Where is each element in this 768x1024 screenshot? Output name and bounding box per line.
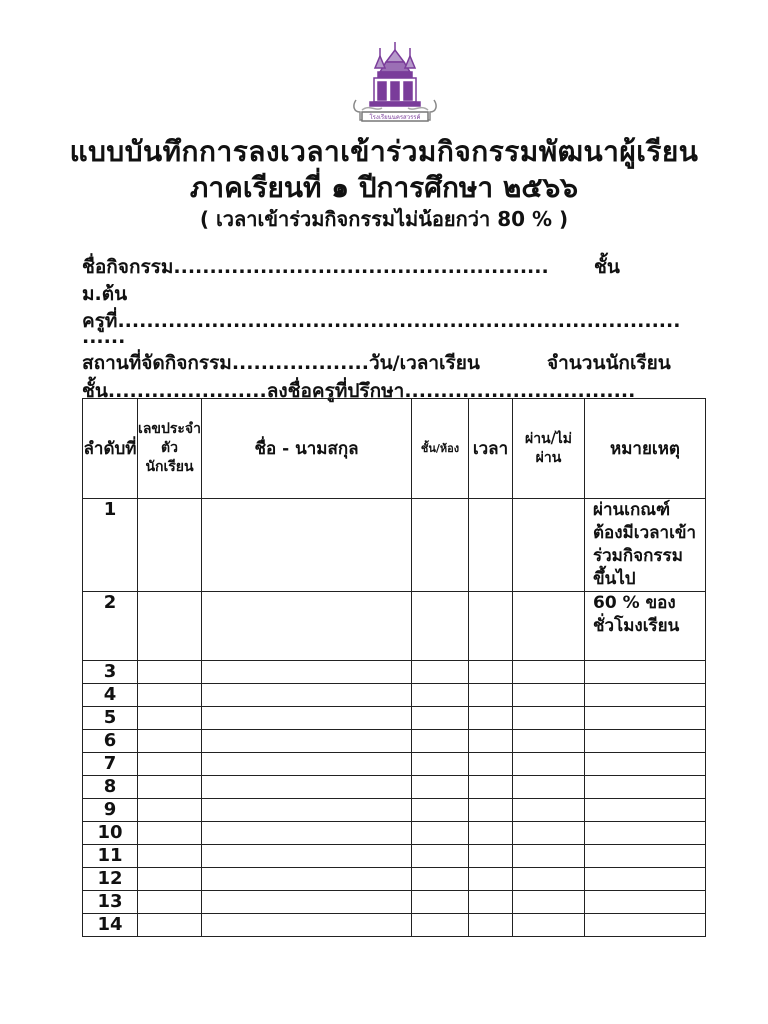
pass-fail-cell[interactable] xyxy=(513,914,585,937)
student-id-cell[interactable] xyxy=(138,845,202,868)
subtitle-suffix: ) xyxy=(559,207,569,231)
pass-fail-cell[interactable] xyxy=(513,661,585,684)
location-field xyxy=(82,348,480,378)
class-room-cell[interactable] xyxy=(412,730,469,753)
student-id-cell[interactable] xyxy=(138,776,202,799)
location-blank: ................... xyxy=(231,352,369,374)
row-number: 1 xyxy=(83,499,138,592)
row-number: 5 xyxy=(83,707,138,730)
table-row xyxy=(83,753,706,776)
remarks-cell: 60 % ของชั่วโมงเรียน xyxy=(585,592,706,661)
remarks-cell[interactable] xyxy=(585,868,706,891)
row-number: 2 xyxy=(83,592,138,661)
class-room-cell[interactable] xyxy=(412,845,469,868)
attendance-table xyxy=(82,398,706,937)
activity-name-blank: .................................................... xyxy=(173,256,549,278)
school-emblem-logo xyxy=(350,40,440,126)
remarks-cell[interactable] xyxy=(585,730,706,753)
time-cell[interactable] xyxy=(469,684,513,707)
time-cell[interactable] xyxy=(469,776,513,799)
class-room-cell[interactable] xyxy=(412,684,469,707)
grade-label: ชั้น xyxy=(594,256,620,278)
student-id-cell[interactable] xyxy=(138,822,202,845)
remarks-cell[interactable] xyxy=(585,753,706,776)
class-room-cell[interactable] xyxy=(412,822,469,845)
table-row xyxy=(83,707,706,730)
remarks-cell[interactable] xyxy=(585,799,706,822)
full-name-cell[interactable] xyxy=(202,822,412,845)
student-id-cell[interactable] xyxy=(138,799,202,822)
student-id-cell[interactable] xyxy=(138,592,202,661)
student-id-cell[interactable] xyxy=(138,707,202,730)
remarks-cell[interactable] xyxy=(585,684,706,707)
pass-fail-cell[interactable] xyxy=(513,753,585,776)
student-id-cell[interactable] xyxy=(138,730,202,753)
time-cell[interactable] xyxy=(469,891,513,914)
full-name-cell[interactable] xyxy=(202,753,412,776)
student-count-label: จำนวนนักเรียน xyxy=(547,352,671,374)
logo-text: โรงเรียนนครสวรรค์ xyxy=(369,114,421,121)
time-cell[interactable] xyxy=(469,799,513,822)
teacher-blank: .............................................................................. xyxy=(117,310,681,332)
class-label: ชั้น xyxy=(82,380,108,402)
full-name-cell[interactable] xyxy=(202,914,412,937)
class-room-cell[interactable] xyxy=(412,868,469,891)
pass-fail-cell[interactable] xyxy=(513,822,585,845)
header-pass-fail: ผ่าน/ไม่ผ่าน xyxy=(513,399,585,499)
header-full-name: ชื่อ - นามสกุล xyxy=(202,399,412,499)
header-student-id: เลขประจำตัว นักเรียน xyxy=(138,399,202,499)
time-cell[interactable] xyxy=(469,845,513,868)
time-cell[interactable] xyxy=(469,822,513,845)
class-room-cell[interactable] xyxy=(412,776,469,799)
pass-fail-cell[interactable] xyxy=(513,499,585,592)
full-name-cell[interactable] xyxy=(202,730,412,753)
schedule-label: วัน/เวลาเรียน xyxy=(368,352,480,374)
table-row xyxy=(83,822,706,845)
time-cell[interactable] xyxy=(469,914,513,937)
pass-fail-cell[interactable] xyxy=(513,799,585,822)
table-row xyxy=(83,845,706,868)
time-cell[interactable] xyxy=(469,753,513,776)
table-row xyxy=(83,799,706,822)
row-number: 12 xyxy=(83,868,138,891)
row-number: 3 xyxy=(83,661,138,684)
time-cell[interactable] xyxy=(469,707,513,730)
row-number: 4 xyxy=(83,684,138,707)
row-number: 6 xyxy=(83,730,138,753)
activity-name-label: ชื่อกิจกรรม xyxy=(82,256,174,278)
class-room-cell[interactable] xyxy=(412,891,469,914)
remarks-cell[interactable] xyxy=(585,707,706,730)
student-id-cell[interactable] xyxy=(138,684,202,707)
full-name-cell[interactable] xyxy=(202,661,412,684)
table-row xyxy=(83,730,706,753)
remarks-cell[interactable] xyxy=(585,914,706,937)
student-id-cell[interactable] xyxy=(138,891,202,914)
remarks-cell: ผ่านเกณฑ์ ต้องมีเวลาเข้าร่วมกิจกรรม ขึ้นไป xyxy=(585,499,706,592)
class-room-cell[interactable] xyxy=(412,499,469,592)
class-blank: ...................... xyxy=(107,380,267,402)
teacher-blank-continued: ...... xyxy=(82,326,126,348)
time-cell[interactable] xyxy=(469,661,513,684)
full-name-cell[interactable] xyxy=(202,684,412,707)
advisor-signature-label: ลงชื่อครูที่ปรึกษา xyxy=(266,380,405,402)
table-row xyxy=(83,499,706,592)
header-number: ลำดับที่ xyxy=(83,399,138,499)
class-room-cell[interactable] xyxy=(412,661,469,684)
table-row xyxy=(83,684,706,707)
full-name-cell[interactable] xyxy=(202,499,412,592)
student-id-cell[interactable] xyxy=(138,868,202,891)
remarks-cell[interactable] xyxy=(585,845,706,868)
header-remarks: หมายเหตุ xyxy=(585,399,706,499)
row-number: 10 xyxy=(83,822,138,845)
time-cell[interactable] xyxy=(469,499,513,592)
pass-fail-cell[interactable] xyxy=(513,868,585,891)
table-row xyxy=(83,914,706,937)
row-number: 14 xyxy=(83,914,138,937)
page-subtitle xyxy=(0,203,768,235)
page-title-line-1: แบบบันทึกการลงเวลาเข้าร่วมกิจกรรมพัฒนาผู้เรียน xyxy=(69,135,699,168)
pass-fail-cell[interactable] xyxy=(513,891,585,914)
full-name-cell[interactable] xyxy=(202,799,412,822)
row-number: 11 xyxy=(83,845,138,868)
full-name-cell[interactable] xyxy=(202,776,412,799)
grade-level-text: ม.ต้น xyxy=(82,283,128,305)
student-id-cell[interactable] xyxy=(138,499,202,592)
remarks-cell[interactable] xyxy=(585,822,706,845)
class-room-cell[interactable] xyxy=(412,592,469,661)
advisor-signature-blank: ................................ xyxy=(404,380,636,402)
pass-fail-cell[interactable] xyxy=(513,845,585,868)
page-title-line-2: ภาคเรียนที่ ๑ ปีการศึกษา ๒๕๖๖ xyxy=(189,171,579,204)
student-id-cell[interactable] xyxy=(138,661,202,684)
table-header-row xyxy=(83,399,706,499)
location-label: สถานที่จัดกิจกรรม xyxy=(82,352,232,374)
table-row xyxy=(83,776,706,799)
class-room-cell[interactable] xyxy=(412,707,469,730)
subtitle-prefix: ( เวลาเข้าร่วมกิจกรรมไม่น้อยกว่า xyxy=(199,207,491,231)
table-row xyxy=(83,868,706,891)
row-number: 9 xyxy=(83,799,138,822)
class-room-cell[interactable] xyxy=(412,753,469,776)
subtitle-percent: 80 % xyxy=(497,207,553,231)
teacher-label: ครูที่ xyxy=(82,310,118,332)
pass-fail-cell[interactable] xyxy=(513,707,585,730)
row-number: 13 xyxy=(83,891,138,914)
remarks-cell[interactable] xyxy=(585,776,706,799)
pass-fail-cell[interactable] xyxy=(513,776,585,799)
pass-fail-cell[interactable] xyxy=(513,684,585,707)
header-class-room: ชั้น/ห้อง xyxy=(412,399,469,499)
full-name-cell[interactable] xyxy=(202,891,412,914)
activity-name-field xyxy=(82,252,549,282)
student-id-cell[interactable] xyxy=(138,753,202,776)
table-row xyxy=(83,661,706,684)
class-room-cell[interactable] xyxy=(412,799,469,822)
full-name-cell[interactable] xyxy=(202,845,412,868)
row-number: 7 xyxy=(83,753,138,776)
pass-fail-cell[interactable] xyxy=(513,592,585,661)
header-time: เวลา xyxy=(469,399,513,499)
full-name-cell[interactable] xyxy=(202,707,412,730)
time-cell[interactable] xyxy=(469,592,513,661)
teacher-field xyxy=(82,306,680,336)
table-row xyxy=(83,891,706,914)
time-cell[interactable] xyxy=(469,868,513,891)
time-cell[interactable] xyxy=(469,730,513,753)
remarks-cell[interactable] xyxy=(585,891,706,914)
full-name-cell[interactable] xyxy=(202,868,412,891)
remarks-cell[interactable] xyxy=(585,661,706,684)
student-id-cell[interactable] xyxy=(138,914,202,937)
table-row xyxy=(83,592,706,661)
full-name-cell[interactable] xyxy=(202,592,412,661)
row-number: 8 xyxy=(83,776,138,799)
class-room-cell[interactable] xyxy=(412,914,469,937)
pass-fail-cell[interactable] xyxy=(513,730,585,753)
